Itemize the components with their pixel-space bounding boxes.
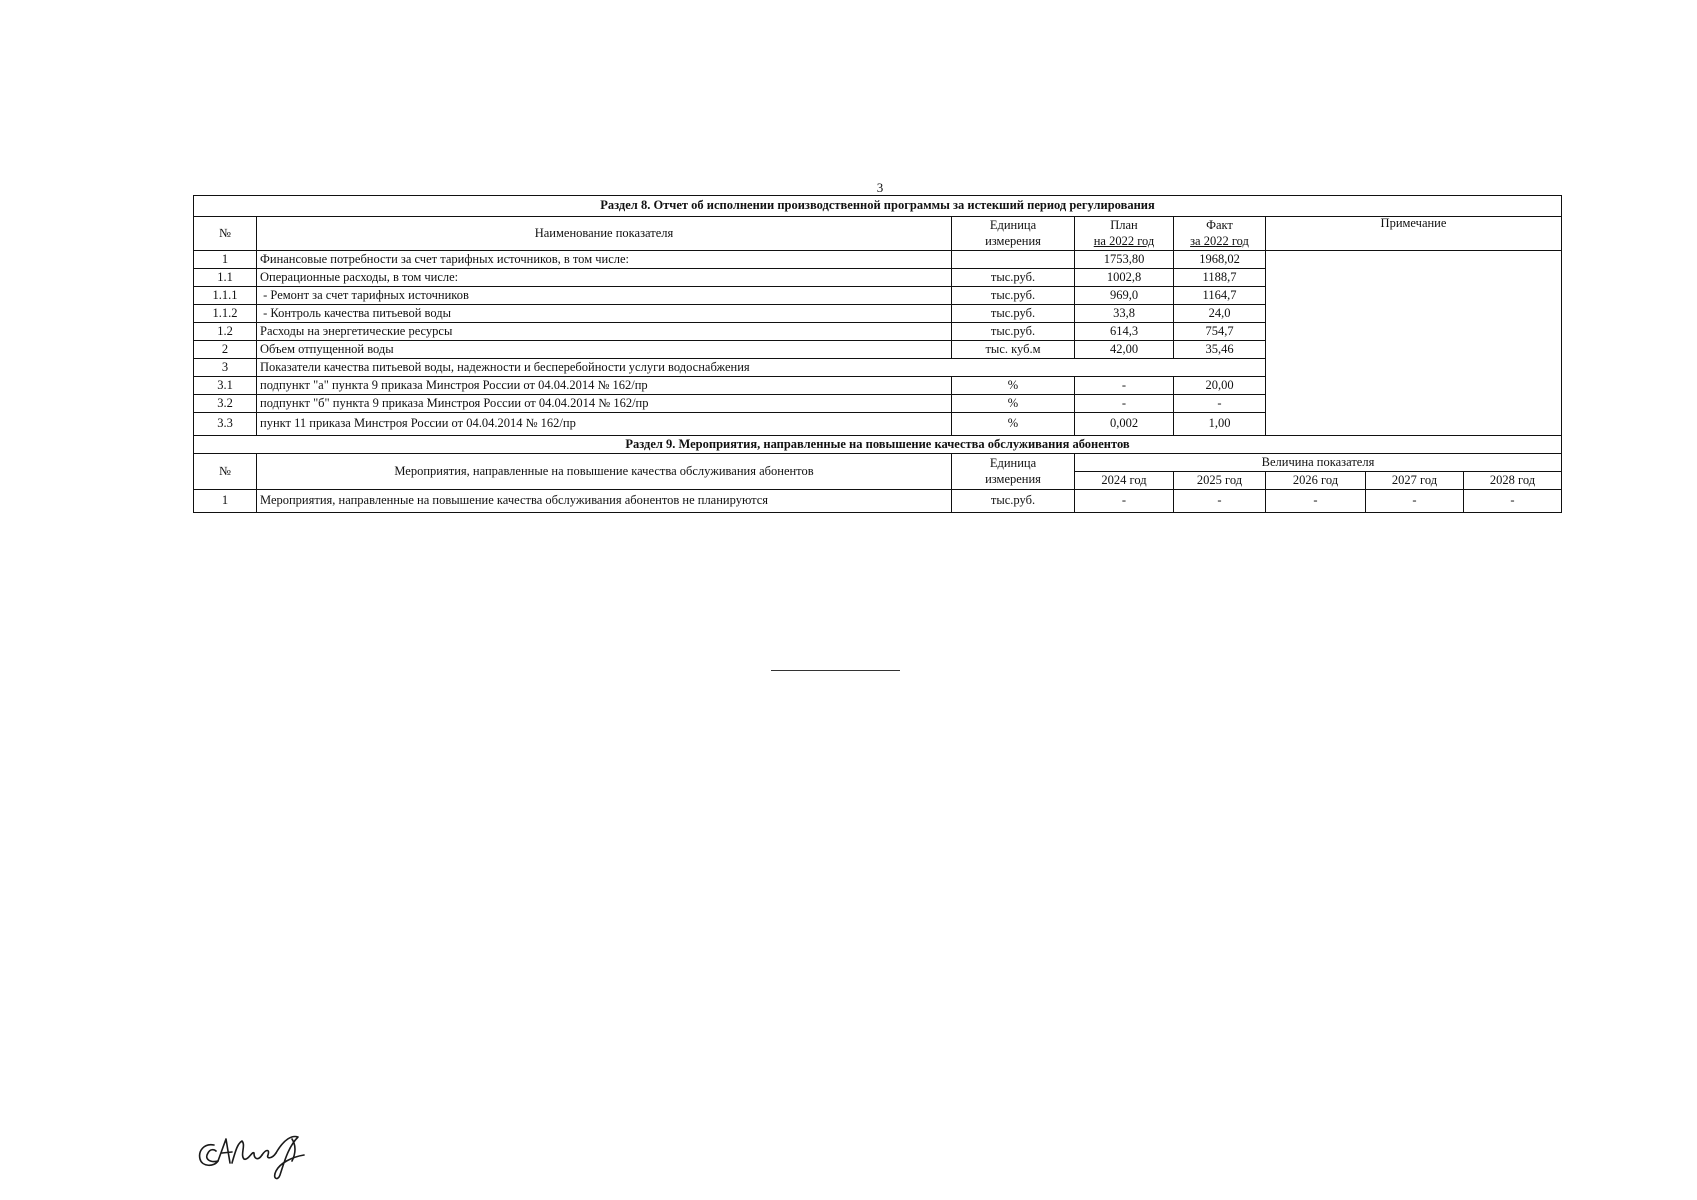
row-name: пункт 11 приказа Минстроя России от 04.04.2014 № 162/пр bbox=[257, 413, 952, 436]
row-num: 1.1 bbox=[194, 269, 257, 287]
year-2028: 2028 год bbox=[1464, 472, 1562, 490]
row-unit: тыс.руб. bbox=[952, 305, 1075, 323]
row-plan: - bbox=[1075, 377, 1174, 395]
row-name: подпункт "б" пункта 9 приказа Минстроя России от 04.04.2014 № 162/пр bbox=[257, 395, 952, 413]
row-unit: тыс.руб. bbox=[952, 287, 1075, 305]
header-name: Наименование показателя bbox=[257, 217, 952, 251]
row-plan: - bbox=[1075, 395, 1174, 413]
year-2025: 2025 год bbox=[1174, 472, 1266, 490]
row-fact: 754,7 bbox=[1174, 323, 1266, 341]
row-name: Финансовые потребности за счет тарифных источников, в том числе: bbox=[257, 251, 952, 269]
row-num: 3.1 bbox=[194, 377, 257, 395]
row-name: подпункт "а" пункта 9 приказа Минстроя России от 04.04.2014 № 162/пр bbox=[257, 377, 952, 395]
row-name: - Контроль качества питьевой воды bbox=[257, 305, 952, 323]
row-num: 2 bbox=[194, 341, 257, 359]
row-plan: 1002,8 bbox=[1075, 269, 1174, 287]
row-plan: 0,002 bbox=[1075, 413, 1174, 436]
row-value-2024: - bbox=[1075, 490, 1174, 513]
year-2027: 2027 год bbox=[1366, 472, 1464, 490]
header-plan-line1: План bbox=[1110, 217, 1138, 232]
row-plan: 42,00 bbox=[1075, 341, 1174, 359]
header-fact-line1: Факт bbox=[1206, 217, 1233, 232]
note-cell bbox=[1266, 251, 1562, 436]
header-plan-line2: на 2022 год bbox=[1093, 233, 1155, 248]
row-name: Операционные расходы, в том числе: bbox=[257, 269, 952, 287]
table-row bbox=[194, 251, 1562, 269]
page-number: 3 bbox=[876, 180, 884, 195]
row-unit: тыс. куб.м bbox=[952, 341, 1075, 359]
table-row bbox=[194, 490, 1562, 513]
row-unit: тыс.руб. bbox=[952, 323, 1075, 341]
header-plan bbox=[1075, 217, 1174, 251]
row-fact: 20,00 bbox=[1174, 377, 1266, 395]
row-name: - Ремонт за счет тарифных источников bbox=[257, 287, 952, 305]
row-num: 1.1.1 bbox=[194, 287, 257, 305]
row-value-2027: - bbox=[1366, 490, 1464, 513]
row-unit: тыс.руб. bbox=[952, 269, 1075, 287]
row-fact: 1188,7 bbox=[1174, 269, 1266, 287]
s9-header-name: Мероприятия, направленные на повышение качества обслуживания абонентов bbox=[257, 454, 952, 490]
row-fact: 24,0 bbox=[1174, 305, 1266, 323]
report-table bbox=[193, 195, 1562, 513]
row-num: 1 bbox=[194, 490, 257, 513]
row-unit: % bbox=[952, 377, 1075, 395]
row-name: Мероприятия, направленные на повышение качества обслуживания абонентов не планируются bbox=[257, 490, 952, 513]
header-unit-line1: Единица bbox=[989, 217, 1037, 232]
row-value-2025: - bbox=[1174, 490, 1266, 513]
s9-header-value-group: Величина показателя bbox=[1075, 454, 1562, 472]
row-fact: - bbox=[1174, 395, 1266, 413]
year-2024: 2024 год bbox=[1075, 472, 1174, 490]
row-fact: 1164,7 bbox=[1174, 287, 1266, 305]
header-fact bbox=[1174, 217, 1266, 251]
row-unit bbox=[952, 251, 1075, 269]
row-num: 3.3 bbox=[194, 413, 257, 436]
section8-title-row bbox=[194, 196, 1562, 217]
row-plan: 969,0 bbox=[1075, 287, 1174, 305]
header-num: № bbox=[194, 217, 257, 251]
section9-header-row bbox=[194, 454, 1562, 472]
row-unit: тыс.руб. bbox=[952, 490, 1075, 513]
header-note: Примечание bbox=[1266, 217, 1562, 251]
row-plan: 614,3 bbox=[1075, 323, 1174, 341]
row-num: 3 bbox=[194, 359, 257, 377]
row-name: Показатели качества питьевой воды, надежности и бесперебойности услуги водоснабжения bbox=[257, 359, 1266, 377]
section9-title-row bbox=[194, 436, 1562, 454]
s9-header-unit-line2: измерения bbox=[985, 471, 1041, 486]
row-value-2026: - bbox=[1266, 490, 1366, 513]
s9-header-unit-line1: Единица bbox=[989, 455, 1037, 470]
row-unit: % bbox=[952, 395, 1075, 413]
section8-title: Раздел 8. Отчет об исполнении производственной программы за истекший период регулирования bbox=[194, 196, 1562, 217]
row-value-2028: - bbox=[1464, 490, 1562, 513]
row-fact: 1,00 bbox=[1174, 413, 1266, 436]
s9-header-unit bbox=[952, 454, 1075, 490]
handwritten-signature bbox=[192, 1125, 327, 1185]
header-unit bbox=[952, 217, 1075, 251]
row-num: 3.2 bbox=[194, 395, 257, 413]
row-num: 1 bbox=[194, 251, 257, 269]
row-plan: 1753,80 bbox=[1075, 251, 1174, 269]
row-num: 1.2 bbox=[194, 323, 257, 341]
row-plan: 33,8 bbox=[1075, 305, 1174, 323]
year-2026: 2026 год bbox=[1266, 472, 1366, 490]
row-unit: % bbox=[952, 413, 1075, 436]
section8-header-row bbox=[194, 217, 1562, 251]
row-num: 1.1.2 bbox=[194, 305, 257, 323]
header-fact-line2: за 2022 год bbox=[1190, 233, 1249, 248]
header-unit-line2: измерения bbox=[985, 233, 1041, 248]
separator-line bbox=[771, 670, 900, 671]
row-name: Объем отпущенной воды bbox=[257, 341, 952, 359]
row-name: Расходы на энергетические ресурсы bbox=[257, 323, 952, 341]
s9-header-num: № bbox=[194, 454, 257, 490]
row-fact: 1968,02 bbox=[1174, 251, 1266, 269]
row-fact: 35,46 bbox=[1174, 341, 1266, 359]
section9-title: Раздел 9. Мероприятия, направленные на повышение качества обслуживания абонентов bbox=[194, 436, 1562, 454]
